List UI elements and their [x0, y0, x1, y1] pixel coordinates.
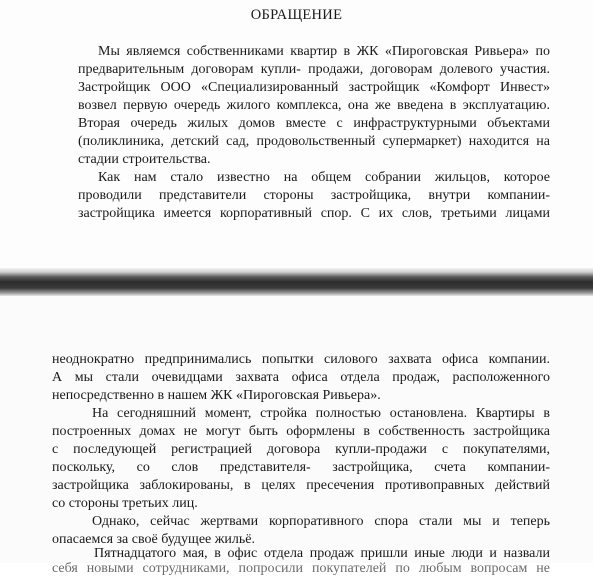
paragraph-line: А мы стали очевидцами захвата офиса отдела продаж, расположенного	[52, 370, 550, 385]
paragraph-line: На сегодняшний момент, стройка полностью остановлена. Квартиры в	[92, 406, 550, 421]
paragraph-line: предварительным договорам купли- продажи, договорам долевого участия.	[78, 62, 550, 77]
paragraph-line: построенных домах не могут быть оформлены в собственность застройщика	[52, 424, 550, 439]
paragraph-line: Пятнадцатого мая, в офис отдела продаж пришли иные люди и назвали	[94, 546, 550, 561]
page-separator	[0, 268, 593, 296]
paragraph-line: поскольку, со слов представителя- застройщика, счета компании-	[52, 460, 550, 475]
paragraph-line: неоднократно предпринимались попытки силового захвата офиса компании.	[52, 352, 550, 367]
paragraph-line: непосредственно в нашем ЖК «Пироговская Ривьера».	[52, 388, 381, 403]
paragraph-line: Однако, сейчас жертвами корпоративного спора стали мы и теперь	[92, 514, 550, 529]
paragraph-line: (поликлиника, детский сад, продовольственный супермаркет) находится на	[78, 134, 550, 149]
paragraph-line: Мы являемся собственниками квартир в ЖК «Пироговская Ривьера» по	[98, 44, 550, 59]
document-title: ОБРАЩЕНИЕ	[250, 7, 343, 23]
paragraph-line: проводили представители стороны застройщика, внутри компании-	[78, 188, 550, 203]
paragraph-line: Вторая очередь жилых домов вместе с инфраструктурными объектами	[78, 116, 550, 131]
paragraph-line: Застройщик ООО «Специализированный застройщик «Комфорт Инвест»	[78, 80, 550, 95]
document-page-1	[0, 0, 593, 272]
paragraph-line: Как нам стало известно на общем собрании жильцов, которое	[98, 170, 550, 185]
paragraph-line: застройщика заблокированы, в целях пресечения противоправных действий	[52, 478, 550, 493]
paragraph-line: возвел первую очередь жилого комплекса, она же введена в эксплуатацию.	[78, 98, 550, 113]
document-page-2	[0, 296, 593, 576]
paragraph-line: себя новыми сотрудниками, попросили покупателей по любым вопросам не	[52, 561, 550, 576]
paragraph-line: застройщика имеется корпоративный спор. С их слов, третьими лицами	[78, 206, 550, 221]
paragraph-line: опасаемся за своё будущее жильё.	[52, 532, 256, 547]
paragraph-line: стадии строительства.	[78, 152, 211, 167]
paragraph-line: с последующей регистрацией договора купли-продажи с покупателями,	[52, 442, 550, 457]
paragraph-line: со стороны третьих лиц.	[52, 496, 198, 511]
